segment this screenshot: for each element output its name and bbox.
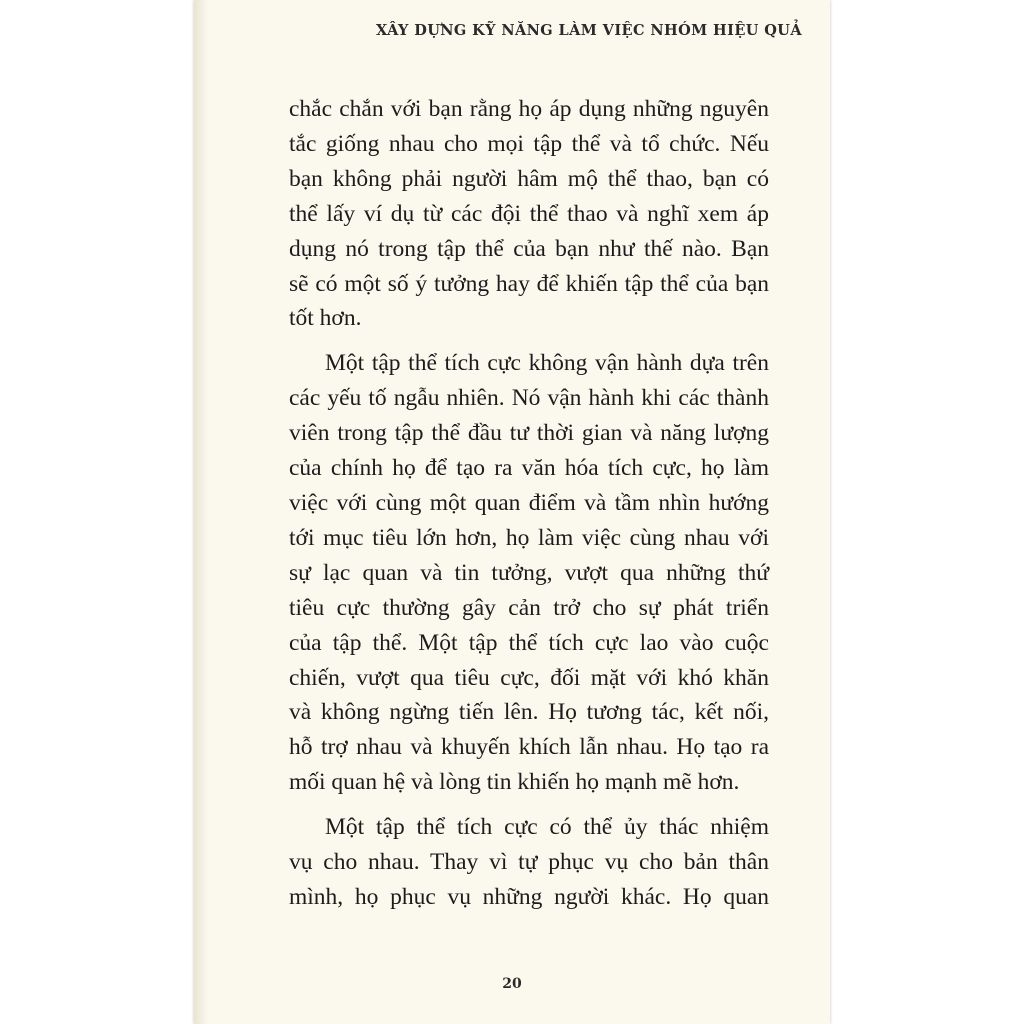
text-line: tốt hơn. xyxy=(289,305,362,332)
running-header: XÂY DỰNG KỸ NĂNG LÀM VIỆC NHÓM HIỆU QUẢ xyxy=(375,22,802,39)
text-line: tắc giống nhau cho mọi tập thể và tổ chức. Nếu xyxy=(289,130,769,157)
text-line: vụ cho nhau. Thay vì tự phục vụ cho bản thân xyxy=(289,849,769,876)
paragraph-3 xyxy=(289,810,769,915)
text-line: tới mục tiêu lớn hơn, họ làm việc cùng nhau với xyxy=(289,524,769,551)
text-line: chiến, vượt qua tiêu cực, đối mặt với khó khăn xyxy=(289,664,769,691)
page-gutter-shadow xyxy=(194,0,208,1024)
text-line: mối quan hệ và lòng tin khiến họ mạnh mẽ hơn. xyxy=(289,769,740,796)
text-line: Một tập thể tích cực không vận hành dựa trên xyxy=(325,350,769,377)
text-line: thể lấy ví dụ từ các đội thể thao và nghĩ xem áp xyxy=(289,200,769,227)
paragraph-2 xyxy=(289,346,769,800)
book-page xyxy=(194,0,830,1024)
text-line: hỗ trợ nhau và khuyến khích lẫn nhau. Họ tạo ra xyxy=(289,734,769,761)
text-line: và không ngừng tiến lên. Họ tương tác, kết nối, xyxy=(289,699,769,726)
text-line: việc với cùng một quan điểm và tầm nhìn hướng xyxy=(289,489,769,516)
text-line: tiêu cực thường gây cản trở cho sự phát triển xyxy=(289,594,769,621)
text-line: các yếu tố ngẫu nhiên. Nó vận hành khi các thành xyxy=(289,385,769,412)
text-line: của chính họ để tạo ra văn hóa tích cực, họ làm xyxy=(289,455,769,482)
body-text xyxy=(289,92,769,915)
text-line: sẽ có một số ý tưởng hay để khiến tập thể của bạn xyxy=(289,270,769,297)
text-line: chắc chắn với bạn rằng họ áp dụng những nguyên xyxy=(289,96,769,122)
text-line: Một tập thể tích cực có thể ủy thác nhiệm xyxy=(325,814,769,841)
text-line: của tập thể. Một tập thể tích cực lao vào cuộc xyxy=(289,629,769,656)
text-line: sự lạc quan và tin tưởng, vượt qua những thứ xyxy=(289,559,769,586)
text-line: dụng nó trong tập thể của bạn như thế nào. Bạn xyxy=(289,235,769,262)
text-line: mình, họ phục vụ những người khác. Họ quan xyxy=(289,883,769,910)
page-number: 20 xyxy=(502,976,522,992)
paragraph-1 xyxy=(289,92,769,336)
text-line: viên trong tập thể đầu tư thời gian và năng lượng xyxy=(289,420,769,447)
text-line: bạn không phải người hâm mộ thể thao, bạn có xyxy=(289,165,769,192)
